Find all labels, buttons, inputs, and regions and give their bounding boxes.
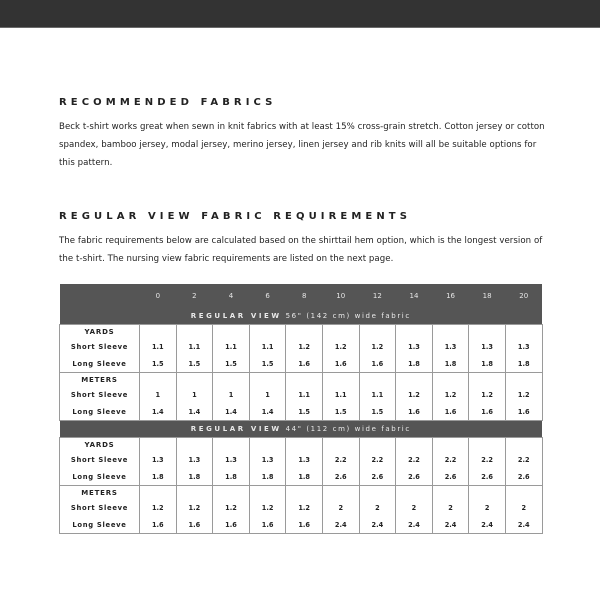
unit-row	[60, 486, 543, 500]
size-header: 2	[176, 284, 213, 308]
size-header: 18	[469, 284, 506, 308]
yardage-value: 2.4	[396, 516, 433, 534]
band-label	[60, 308, 543, 325]
yardage-value: 2	[432, 499, 469, 516]
yardage-value: 1.2	[322, 338, 359, 355]
yardage-value: 2.6	[469, 468, 506, 486]
fabric-requirements-table	[59, 284, 543, 534]
table-row	[60, 386, 543, 403]
yardage-value: 1.2	[286, 499, 323, 516]
yardage-value: 1.1	[213, 338, 250, 355]
yardage-value: 1.8	[140, 468, 177, 486]
yardage-value: 2.6	[432, 468, 469, 486]
size-header: 8	[286, 284, 323, 308]
empty-cell	[359, 486, 396, 500]
yardage-value: 2	[359, 499, 396, 516]
yardage-value: 1.6	[176, 516, 213, 534]
size-header: 6	[249, 284, 286, 308]
yardage-value: 1.8	[176, 468, 213, 486]
yardage-value: 1.3	[249, 451, 286, 468]
empty-cell	[322, 438, 359, 452]
yardage-value: 1.1	[286, 386, 323, 403]
empty-cell	[432, 486, 469, 500]
size-header: 4	[213, 284, 250, 308]
yardage-value: 2.6	[359, 468, 396, 486]
yardage-value: 2	[396, 499, 433, 516]
fabric-requirements-text: The fabric requirements below are calculated based on the shirttail hem option, which is the longest version of the t-shirt. The nursing view fabric requirements are listed on the next page.	[59, 236, 543, 264]
empty-cell	[176, 373, 213, 387]
empty-cell	[396, 325, 433, 339]
empty-cell	[469, 373, 506, 387]
empty-cell	[505, 486, 542, 500]
yardage-value: 2.2	[359, 451, 396, 468]
empty-cell	[176, 438, 213, 452]
yardage-value: 1.1	[322, 386, 359, 403]
empty-cell	[396, 373, 433, 387]
yardage-value: 1.6	[359, 355, 396, 373]
empty-cell	[213, 373, 250, 387]
top-bar	[0, 0, 600, 28]
yardage-value: 1.2	[432, 386, 469, 403]
yardage-value: 2.2	[432, 451, 469, 468]
yardage-value: 1.8	[432, 355, 469, 373]
yardage-value: 1.2	[286, 338, 323, 355]
yardage-value: 1.5	[213, 355, 250, 373]
table-row	[60, 451, 543, 468]
yardage-value: 1.8	[505, 355, 542, 373]
yardage-value: 1.6	[140, 516, 177, 534]
empty-cell	[140, 325, 177, 339]
band-label-view: REGULAR VIEW	[190, 312, 282, 320]
yardage-value: 1.2	[213, 499, 250, 516]
empty-cell	[286, 486, 323, 500]
header-corner	[60, 284, 140, 308]
empty-cell	[432, 325, 469, 339]
empty-cell	[505, 325, 542, 339]
empty-cell	[322, 373, 359, 387]
yardage-value: 1.8	[396, 355, 433, 373]
yardage-value: 2.6	[505, 468, 542, 486]
table-row	[60, 355, 543, 373]
empty-cell	[213, 325, 250, 339]
yardage-value: 1.3	[286, 451, 323, 468]
empty-cell	[176, 325, 213, 339]
yardage-value: 1.5	[249, 355, 286, 373]
empty-cell	[249, 438, 286, 452]
yardage-value: 2.4	[469, 516, 506, 534]
table-row	[60, 403, 543, 421]
yardage-value: 1.6	[469, 403, 506, 421]
yardage-value: 1.5	[140, 355, 177, 373]
empty-cell	[396, 438, 433, 452]
yardage-value: 1.8	[469, 355, 506, 373]
yardage-value: 1.8	[249, 468, 286, 486]
empty-cell	[469, 438, 506, 452]
yardage-value: 1.4	[213, 403, 250, 421]
yardage-value: 1.1	[359, 386, 396, 403]
yardage-value: 2.2	[505, 451, 542, 468]
fabric-width-band	[60, 308, 543, 325]
empty-cell	[286, 373, 323, 387]
unit-label: METERS	[60, 373, 140, 387]
yardage-value: 1.6	[286, 355, 323, 373]
yardage-value: 1.6	[322, 355, 359, 373]
yardage-value: 1.3	[469, 338, 506, 355]
sleeve-label: Long Sleeve	[60, 403, 140, 421]
yardage-value: 1.6	[396, 403, 433, 421]
empty-cell	[176, 486, 213, 500]
fabric-width-band	[60, 421, 543, 438]
yardage-value: 1.3	[396, 338, 433, 355]
empty-cell	[432, 438, 469, 452]
empty-cell	[213, 486, 250, 500]
yardage-value: 1.4	[249, 403, 286, 421]
empty-cell	[322, 486, 359, 500]
unit-label: METERS	[60, 486, 140, 500]
yardage-value: 1.5	[286, 403, 323, 421]
yardage-value: 2.4	[322, 516, 359, 534]
empty-cell	[505, 438, 542, 452]
sleeve-label: Short Sleeve	[60, 386, 140, 403]
sleeve-label: Long Sleeve	[60, 468, 140, 486]
size-header: 14	[396, 284, 433, 308]
unit-label: YARDS	[60, 325, 140, 339]
yardage-value: 1.4	[176, 403, 213, 421]
size-header: 16	[432, 284, 469, 308]
yardage-value: 2.4	[432, 516, 469, 534]
yardage-value: 1.8	[213, 468, 250, 486]
yardage-value: 2	[469, 499, 506, 516]
unit-row	[60, 373, 543, 387]
yardage-value: 1.3	[140, 451, 177, 468]
band-label-view: REGULAR VIEW	[190, 425, 282, 433]
yardage-value: 1.3	[505, 338, 542, 355]
empty-cell	[359, 373, 396, 387]
unit-row	[60, 325, 543, 339]
yardage-value: 1.6	[432, 403, 469, 421]
empty-cell	[286, 325, 323, 339]
yardage-value: 1.2	[176, 499, 213, 516]
empty-cell	[359, 325, 396, 339]
yardage-value: 2.2	[469, 451, 506, 468]
recommended-fabrics-heading: RECOMMENDED FABRICS	[59, 97, 277, 108]
empty-cell	[286, 438, 323, 452]
empty-cell	[469, 325, 506, 339]
empty-cell	[140, 373, 177, 387]
sleeve-label: Short Sleeve	[60, 338, 140, 355]
yardage-value: 1.5	[176, 355, 213, 373]
table-row	[60, 516, 543, 534]
sleeve-label: Short Sleeve	[60, 499, 140, 516]
yardage-value: 1.2	[505, 386, 542, 403]
yardage-value: 1	[176, 386, 213, 403]
yardage-value: 2.6	[322, 468, 359, 486]
yardage-value: 1	[249, 386, 286, 403]
yardage-value: 1.3	[432, 338, 469, 355]
yardage-value: 1.5	[359, 403, 396, 421]
yardage-value: 1.6	[249, 516, 286, 534]
table-row	[60, 499, 543, 516]
yardage-value: 1.6	[286, 516, 323, 534]
size-header-row	[60, 284, 543, 308]
empty-cell	[249, 486, 286, 500]
empty-cell	[140, 438, 177, 452]
unit-row	[60, 438, 543, 452]
yardage-value: 1	[213, 386, 250, 403]
recommended-fabrics-text: Beck t-shirt works great when sewn in knit fabrics with at least 15% cross-grain stretch. Cotton jersey or cotton spandex, bamboo jersey, modal jersey, merino jersey, linen jersey and rib knits will all be suitable options for this pattern.	[59, 122, 545, 168]
band-label-width: 44" (112 cm) wide fabric	[281, 425, 411, 433]
table-row	[60, 338, 543, 355]
yardage-value: 1.1	[249, 338, 286, 355]
yardage-value: 2	[322, 499, 359, 516]
empty-cell	[469, 486, 506, 500]
yardage-value: 1.4	[140, 403, 177, 421]
band-label	[60, 421, 543, 438]
yardage-value: 2.6	[396, 468, 433, 486]
yardage-value: 1.3	[213, 451, 250, 468]
empty-cell	[505, 373, 542, 387]
yardage-value: 1.3	[176, 451, 213, 468]
yardage-value: 1.2	[469, 386, 506, 403]
empty-cell	[322, 325, 359, 339]
fabric-requirements-heading: REGULAR VIEW FABRIC REQUIREMENTS	[59, 211, 412, 222]
yardage-value: 1.5	[322, 403, 359, 421]
yardage-value: 1.6	[213, 516, 250, 534]
yardage-value: 1.2	[249, 499, 286, 516]
empty-cell	[249, 373, 286, 387]
yardage-value: 1.8	[286, 468, 323, 486]
yardage-value: 1	[140, 386, 177, 403]
yardage-value: 1.1	[140, 338, 177, 355]
band-label-width: 56" (142 cm) wide fabric	[281, 312, 411, 320]
sleeve-label: Long Sleeve	[60, 516, 140, 534]
empty-cell	[359, 438, 396, 452]
yardage-value: 2.2	[322, 451, 359, 468]
sleeve-label: Long Sleeve	[60, 355, 140, 373]
yardage-value: 1.2	[140, 499, 177, 516]
size-header: 10	[322, 284, 359, 308]
yardage-value: 1.2	[396, 386, 433, 403]
yardage-value: 2.4	[359, 516, 396, 534]
empty-cell	[432, 373, 469, 387]
empty-cell	[396, 486, 433, 500]
unit-label: YARDS	[60, 438, 140, 452]
empty-cell	[249, 325, 286, 339]
yardage-value: 2.4	[505, 516, 542, 534]
yardage-value: 1.1	[176, 338, 213, 355]
yardage-value: 1.6	[505, 403, 542, 421]
table-row	[60, 468, 543, 486]
size-header: 20	[505, 284, 542, 308]
yardage-value: 2.2	[396, 451, 433, 468]
sleeve-label: Short Sleeve	[60, 451, 140, 468]
yardage-value: 1.2	[359, 338, 396, 355]
yardage-value: 2	[505, 499, 542, 516]
size-header: 0	[140, 284, 177, 308]
empty-cell	[140, 486, 177, 500]
empty-cell	[213, 438, 250, 452]
size-header: 12	[359, 284, 396, 308]
